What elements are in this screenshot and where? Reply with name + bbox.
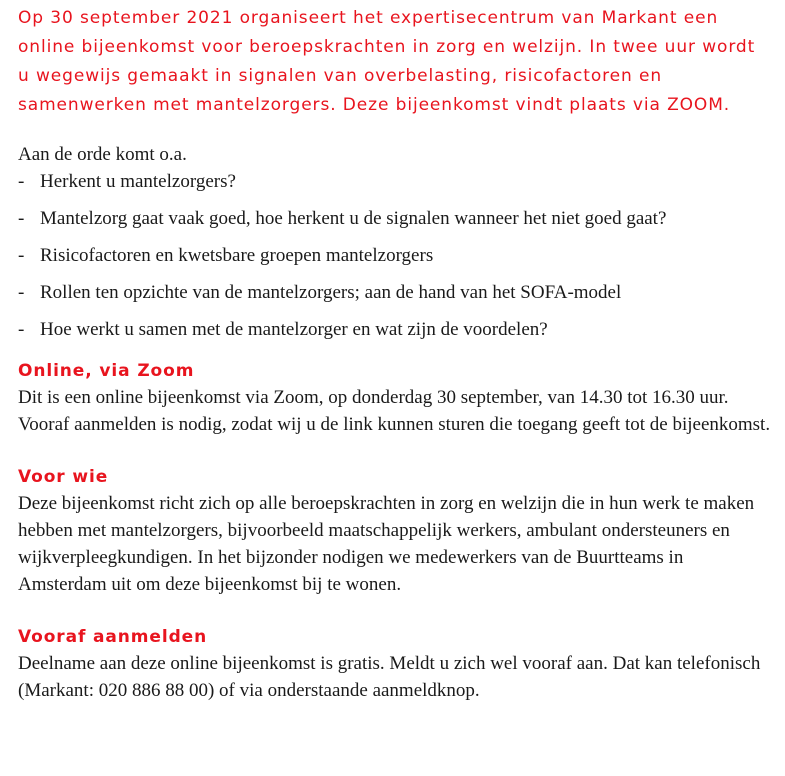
list-item-text: Mantelzorg gaat vaak goed, hoe herkent u de signalen wanneer het niet goed gaat? <box>40 208 667 229</box>
bullet-dash: - <box>18 245 25 266</box>
list-item-text: Risicofactoren en kwetsbare groepen mantelzorgers <box>40 245 434 266</box>
list-item <box>18 168 773 195</box>
list-item <box>18 242 773 269</box>
list-item-text: Hoe werkt u samen met de mantelzorger en wat zijn de voordelen? <box>40 319 548 340</box>
list-item-text: Herkent u mantelzorgers? <box>40 171 236 192</box>
aanmelden-text: Deelname aan deze online bijeenkomst is gratis. Meldt u zich wel vooraf aan. Dat kan telefonisch (Markant: 020 886 88 00) of via onderstaande aanmeldknop. <box>18 653 761 701</box>
voor-wie-text: Deze bijeenkomst richt zich op alle beroepskrachten in zorg en welzijn die in hun werk te maken hebben met mantelzorgers, bijvoorbeeld maatschappelijk werkers, ambulant ondersteuners en wijkverpleegkundigen. In het bijzonder nodigen we medewerkers van de Buurtteams in Amsterdam uit om deze bijeenkomst bij te wonen. <box>18 493 755 595</box>
list-item <box>18 279 773 306</box>
bullet-dash: - <box>18 171 25 192</box>
online-heading: Online, via Zoom <box>18 361 195 381</box>
aanmelden-heading: Vooraf aanmelden <box>18 627 208 647</box>
agenda-list <box>18 168 773 343</box>
bullet-dash: - <box>18 208 25 229</box>
list-item <box>18 205 773 232</box>
intro-paragraph: Op 30 september 2021 organiseert het expertisecentrum van Markant een online bijeenkomst voor beroepskrachten in zorg en welzijn. In twee uur wordt u wegewijs gemaakt in signalen van overbelasting, risicofactoren en samenwerken met mantelzorgers. Deze bijeenkomst vindt plaats via ZOOM. <box>18 8 756 115</box>
article-content <box>18 4 773 704</box>
voor-wie-heading: Voor wie <box>18 467 109 487</box>
list-item <box>18 316 773 343</box>
agenda-intro: Aan de orde komt o.a. <box>18 144 187 165</box>
online-text: Dit is een online bijeenkomst via Zoom, op donderdag 30 september, van 14.30 tot 16.30 uur. Vooraf aanmelden is nodig, zodat wij u de link kunnen sturen die toegang geeft tot de bijeenkomst. <box>18 387 771 435</box>
bullet-dash: - <box>18 282 25 303</box>
bullet-dash: - <box>18 319 25 340</box>
list-item-text: Rollen ten opzichte van de mantelzorgers; aan de hand van het SOFA-model <box>40 282 622 303</box>
